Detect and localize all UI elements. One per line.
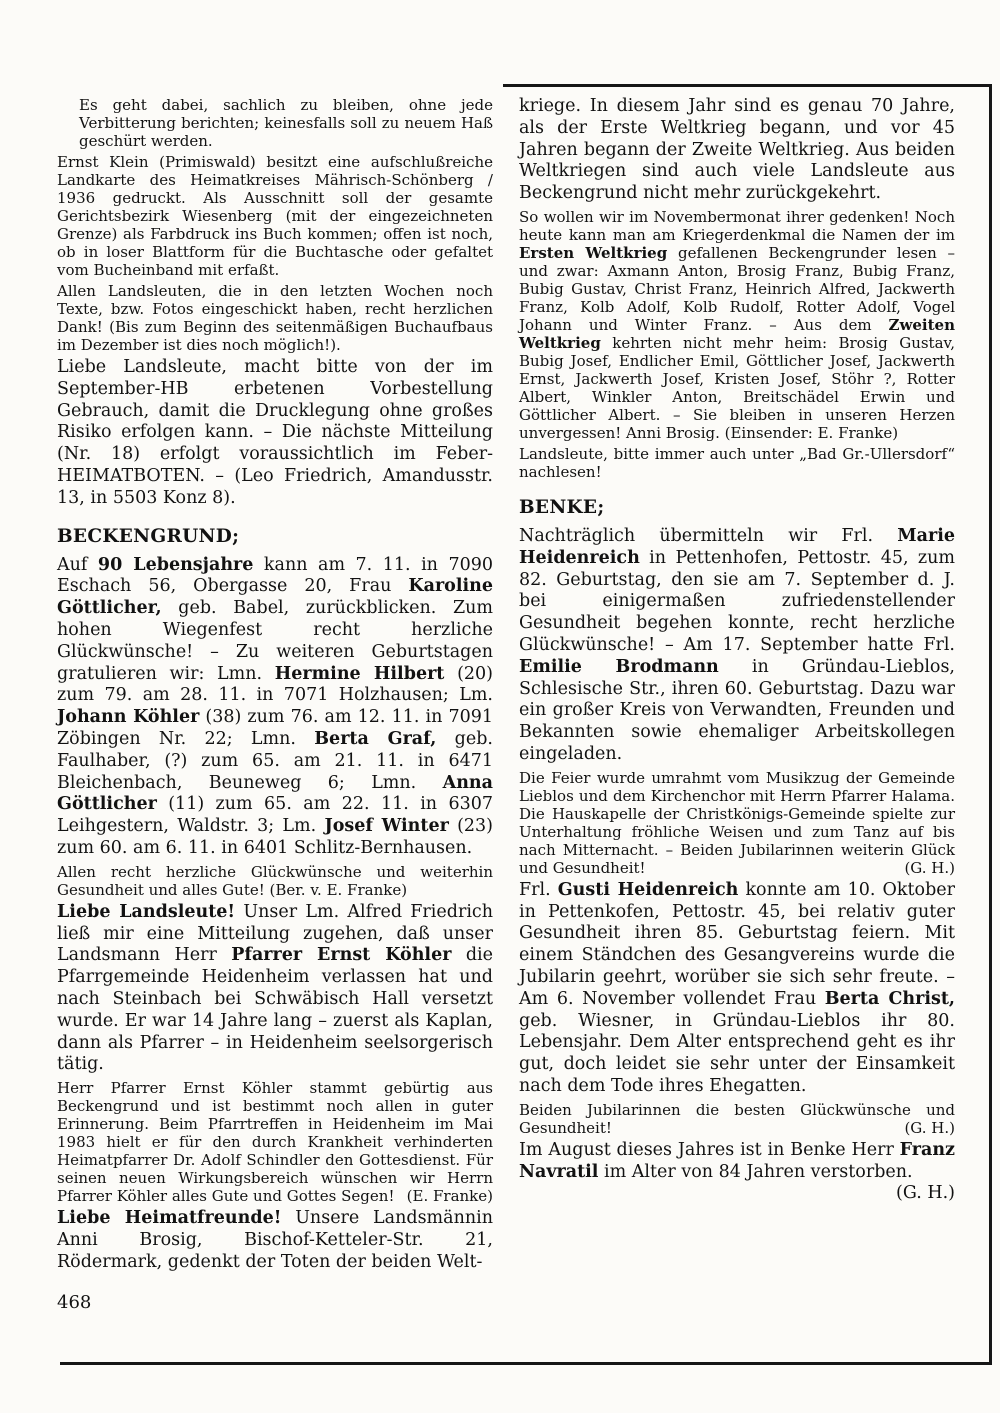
emphasized-name: Karoline Göttlicher, [57, 576, 493, 619]
emphasized-name: Liebe Heimatfreunde! [57, 1208, 282, 1229]
emphasized-name: Hermine Hilbert [274, 663, 445, 684]
paragraph [519, 208, 955, 442]
text-run: in Gründau-Lieblos, Schlesische Str., ihren 60. Geburtstag. Dazu war ein großer Kreis von Verwandten, Freunden und Bekannten sowie ehemaliger Arbeitskollegen eingeladen. [519, 656, 955, 764]
emphasized-name: Franz Navratil [519, 1139, 955, 1182]
text-run: Allen recht herzliche Glückwünsche und weiterhin Gesundheit und alles Gute! (Ber. v. E. Franke) [57, 862, 493, 899]
text-run: kann am 7. 11. in 7090 Eschach 56, Obergasse 20, Frau [57, 554, 493, 597]
text-run: Im August dieses Jahres ist in Benke Herr [519, 1139, 900, 1160]
text-run: konnte am 10. Oktober in Pettenkofen, Pettostr. 45, bei relativ guter Gesundheit ihren 85. Geburtstag feiern. Mit einem Ständchen des Gesangvereins wurde die Jubilarin geehrt, worüber sie sich sehr freute. – Am 6. November vollendet Frau [519, 879, 955, 1009]
text-run: Landsleute, bitte immer auch unter „Bad Gr.-Ullersdorf“ nachlesen! [519, 444, 955, 481]
paragraph [57, 153, 493, 279]
signature: (G. H.) [904, 858, 955, 877]
text-run: Nachträglich übermitteln wir Frl. [519, 525, 898, 546]
emphasized-name: 90 Lebensjahre [97, 554, 254, 575]
right-column [519, 96, 955, 1277]
text-run: Liebe Landsleute, macht bitte von der im September-HB erbetenen Vorbestellung Gebrauch, damit die Drucklegung ohne großes Risiko erfolgen kann. – Die nächste Mitteilung (Nr. 18) erfolgt voraussichtlich im Feber-HEIMATBOTEN. – (Leo Friedrich, Amandusstr. 13, in 5503 Konz 8). [57, 357, 493, 508]
text-run: im Alter von 84 Jahren verstorben. [598, 1161, 913, 1182]
page-number: 468 [57, 1292, 92, 1313]
paragraph [519, 96, 955, 205]
text-run: So wollen wir im Novembermonat ihrer gedenken! Noch heute kann man am Kriegerdenkmal die Namen der im [519, 207, 955, 244]
emphasized-name: Anna Göttlicher [57, 772, 493, 815]
emphasized-name: Emilie Brodmann [519, 656, 719, 677]
signature: (G. H.) [904, 1118, 955, 1137]
text-run: Es geht dabei, sachlich zu bleiben, ohne jede Verbitterung berichten; keinesfalls soll zu neuem Haß geschürt werden. [79, 96, 493, 150]
text-columns [57, 96, 955, 1277]
emphasized-name: Ersten Weltkrieg [519, 243, 668, 262]
emphasized-name: Pfarrer Ernst Köhler [231, 945, 452, 966]
text-run: geb. Babel, zurückblicken. Zum hohen Wiegenfest recht herzliche Glückwünsche! – Zu weiteren Geburtstagen gratulieren wir: Lmn. [57, 598, 493, 684]
paragraph [57, 282, 493, 354]
text-run: Unsere Landsmännin Anni Brosig, Bischof-Ketteler-Str. 21, Rödermark, gedenkt der Toten der beiden Welt- [57, 1208, 493, 1272]
paragraph [57, 1079, 493, 1205]
emphasized-name: Marie Heidenreich [519, 525, 955, 568]
emphasized-name: Berta Christ, [824, 988, 955, 1009]
text-run: die Pfarrgemeinde Heidenheim verlassen hat und nach Steinbach bei Schwäbisch Hall versetzt wurde. Er war 14 Jahre lang – zuerst als Kaplan, dann als Pfarrer – in Heidenheim seelsorgerisch tätig. [57, 945, 493, 1075]
text-run: Unser Lm. Alfred Friedrich ließ mir eine Mitteilung zugehen, daß unser Landsmann Herr [57, 901, 493, 966]
page-border-right [989, 84, 992, 1365]
text-run: Frl. [519, 879, 558, 900]
signature: (E. Franke) [406, 1187, 493, 1206]
paragraph [57, 357, 493, 510]
text-run: (23) zum 60. am 6. 11. in 6401 Schlitz-Bernhausen. [57, 816, 493, 858]
paragraph [79, 96, 493, 150]
paragraph [519, 526, 955, 766]
text-run: (38) zum 76. am 12. 11. in 7091 Zöbingen Nr. 22; Lmn. [57, 707, 493, 749]
page-border-top [503, 84, 992, 87]
paragraph [57, 863, 493, 899]
page-border-bottom [60, 1362, 992, 1365]
text-run: (11) zum 65. am 22. 11. in 6307 Leihgestern, Waldstr. 3; Lm. [57, 794, 493, 837]
emphasized-name: Gusti Heidenreich [557, 879, 739, 900]
paragraph [57, 1208, 493, 1273]
text-run: Allen Landsleuten, die in den letzten Wochen noch Texte, bzw. Fotos eingeschickt haben, recht herzlichen Dank! (Bis zum Beginn des seitenmäßigen Buchaufbaus im Dezember ist dies noch möglich!). [57, 282, 493, 354]
text-run: in Pettenhofen, Pettostr. 45, zum 82. Geburtstag, den sie am 7. September d. J. bei einigermaßen zufriedenstellender Gesundheit begehen konnte, recht herzliche Glückwünsche! – Am 17. September hatte Frl. [519, 547, 955, 655]
text-run: kriege. In diesem Jahr sind es genau 70 Jahre, als der Erste Weltkrieg begann, und vor 45 Jahren begann der Zweite Weltkrieg. Aus beiden Weltkriegen sind auch viele Landsleute aus Beckengrund nicht mehr zurückgekehrt. [519, 96, 955, 204]
section-heading-beckengrund: BECKENGRUND; [57, 525, 240, 547]
text-run: Ernst Klein (Primiswald) besitzt eine aufschlußreiche Landkarte des Heimatkreises Mährisch-Schönberg / 1936 gedruckt. Als Ausschnitt soll der gesamte Gerichtsbezirk Wiesenberg (mit der eingezeichneten Grenze) als Farbdruck ins Buch kommen; offen ist noch, ob in loser Blattform für die Buchtasche oder gefaltet vom Bucheinband mit erfaßt. [57, 153, 493, 279]
text-run: Auf [57, 554, 98, 575]
paragraph [519, 445, 955, 481]
paragraph [519, 880, 955, 1098]
emphasized-name: Josef Winter [324, 816, 449, 837]
emphasized-name: Zweiten Weltkrieg [519, 315, 955, 352]
left-column [57, 96, 493, 1277]
text-run: gefallenen Beckengrunder lesen – und zwar: Axmann Anton, Brosig Franz, Bubig Franz, Bubig Gustav, Christ Franz, Heinrich Alfred, Jackwerth Franz, Kolb Adolf, Kolb Rudolf, Rotter Adolf, Vogel Johann und Winter Franz. – Aus dem [519, 243, 955, 334]
text-run: geb. Faulhaber, (?) zum 65. am 21. 11. in 6471 Bleichenbach, Beuneweg 6; Lmn. [57, 728, 493, 793]
emphasized-name: Liebe Landsleute! [57, 901, 236, 922]
text-run: Beiden Jubilarinnen die besten Glückwünsche und Gesundheit! [519, 1100, 955, 1137]
paragraph [57, 902, 493, 1076]
emphasized-name: Berta Graf, [314, 728, 437, 749]
paragraph [519, 1101, 955, 1137]
text-run: Die Feier wurde umrahmt vom Musikzug der Gemeinde Lieblos und dem Kirchenchor mit Herrn Pfarrer Halama. Die Hauskapelle der Christkönigs-Gemeinde spielte zur Unterhaltung fröhliche Weisen und zum Tanz auf bis nach Mitternacht. – Beiden Jubilarinnen weiterin Glück und Gesundheit! [519, 768, 955, 877]
emphasized-name: Johann Köhler [57, 707, 200, 728]
paragraph [57, 555, 493, 860]
paragraph [519, 1139, 955, 1204]
text-run: (20) zum 79. am 28. 11. in 7071 Holzhausen; Lm. [57, 663, 493, 706]
signature: (G. H.) [896, 1183, 955, 1204]
paragraph [519, 769, 955, 877]
text-run: kehrten nicht mehr heim: Brosig Gustav, Bubig Josef, Endlicher Emil, Göttlicher Josef, Jackwerth Ernst, Jackwerth Josef, Kristen Josef, Stöhr ?, Rotter Albert, Winkler Anton, Breitschädel Erwin und Göttlicher Albert. – Sie bleiben in unseren Herzen unvergessen! Anni Brosig. (Einsender: E. Franke) [519, 333, 955, 442]
text-run: geb. Wiesner, in Gründau-Lieblos ihr 80. Lebensjahr. Dem Alter entsprechend geht es ihr gut, doch leidet sie sehr unter der Einsamkeit nach dem Tode ihres Ehegatten. [519, 1010, 955, 1096]
section-heading-benke: BENKE; [519, 496, 605, 518]
text-run: Herr Pfarrer Ernst Köhler stammt gebürtig aus Beckengrund und ist bestimmt noch allen in guter Erinnerung. Beim Pfarrtreffen in Heidenheim im Mai 1983 hielt er für den durch Krankheit verhinderten Heimatpfarrer Dr. Adolf Schindler den Gottesdienst. Für seinen neuen Wirkungsbereich wünschen wir Herrn Pfarrer Köhler alles Gute und Gottes Segen! [57, 1079, 493, 1206]
